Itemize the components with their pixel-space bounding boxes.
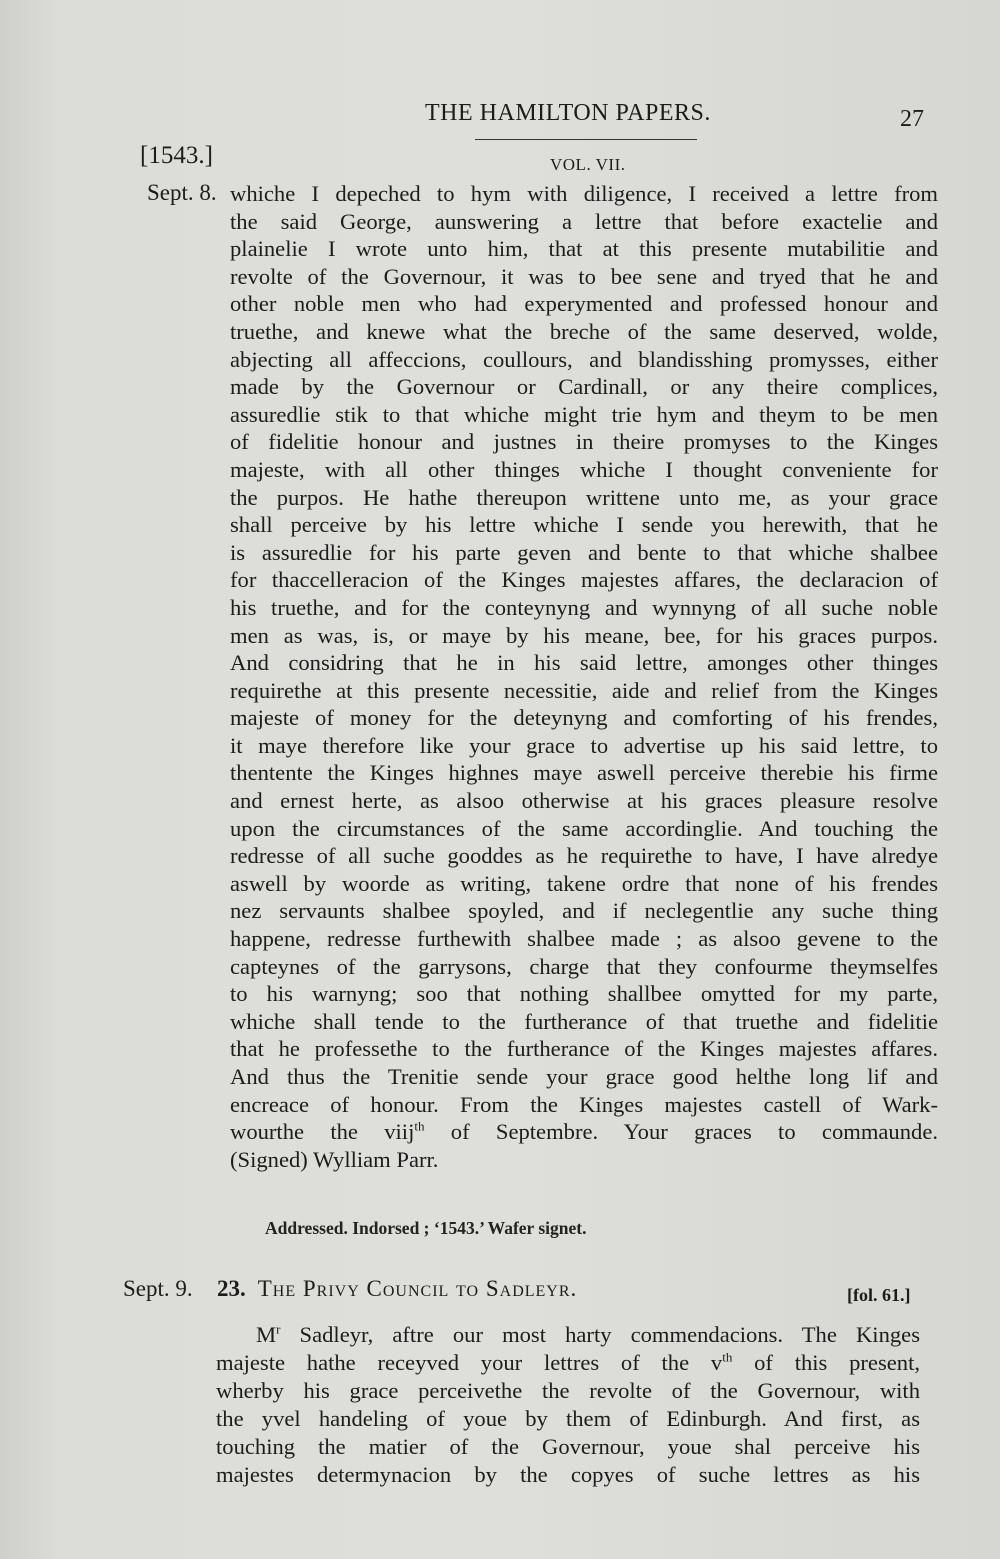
text-line: truethe, and knewe what the breche of the same deserved, wolde,: [230, 318, 938, 344]
text-line: the purpos. He hathe thereupon writtene unto me, as your grace: [230, 484, 938, 510]
closing-text: of Septembre. Your graces to commaunde.: [424, 1119, 938, 1145]
text-line: encreace of honour. From the Kinges majestes castell of Wark-: [230, 1091, 938, 1117]
text-line-date: [230, 1118, 938, 1146]
text-line: majeste of money for the deteynyng and comforting of his frendes,: [230, 705, 938, 731]
text-line: the yvel handeling of youe by them of Edinburgh. And first, as: [216, 1406, 920, 1431]
text-line: and ernest herte, as alsoo otherwise at his graces pleasure resolve: [230, 788, 938, 814]
header-rule: [475, 139, 697, 140]
text-line: aswell by woorde as writing, takene ordre that none of his frendes: [230, 870, 938, 896]
text-line: [216, 1349, 920, 1377]
text-line: redresse of all suche gooddes as he requirethe to have, I have alredye: [230, 843, 938, 869]
text-line: abjecting all affeccions, coullours, and blandisshing promysses, either: [230, 346, 938, 372]
text-line: men as was, is, or maye by his meane, bee, for his graces purpos.: [230, 622, 938, 648]
letter-body-parr: [230, 180, 938, 1173]
salutation-text: Sadleyr, aftre our most harty commendacions. The Kinges: [280, 1322, 920, 1347]
signature-line: (Signed) Wylliam Parr.: [230, 1146, 439, 1172]
superscript-th: th: [722, 1349, 733, 1365]
text-line: his truethe, and for the conteynyng and wynnyng of all suche noble: [230, 594, 938, 620]
entry-heading: [217, 1276, 577, 1302]
date-text: wourthe the viij: [230, 1119, 415, 1145]
line-text: majeste hathe receyved your lettres of the v: [216, 1350, 723, 1375]
text-line: And thus the Trenitie sende your grace good helthe long lif and: [230, 1064, 938, 1089]
line-text: of this present,: [732, 1350, 920, 1375]
text-line: the said George, aunswering a lettre that before exactelie and: [230, 208, 938, 234]
text-line: capteynes of the garrysons, charge that they confourme theymselfes: [230, 953, 938, 979]
margin-date-sept-8: Sept. 8.: [147, 180, 217, 205]
text-line: revolte of the Governour, it was to bee sene and tryed that he and: [230, 263, 938, 289]
salutation-m: M: [256, 1322, 277, 1347]
text-line: nez servaunts shalbee spoyled, and if neclegentlie any suche thing: [230, 898, 938, 924]
page-number: 27: [900, 106, 924, 132]
letter-body-privy-council: [216, 1321, 920, 1489]
text-line: plainelie I wrote unto him, that at this presente mutabilitie and: [230, 236, 938, 262]
text-line: made by the Governour or Cardinall, or any theire complices,: [230, 374, 938, 400]
running-header-title: THE HAMILTON PAPERS.: [425, 100, 711, 126]
text-line: that he professethe to the furtherance of the Kinges majestes affares.: [230, 1036, 938, 1062]
text-line: other noble men who had experymented and professed honour and: [230, 291, 938, 317]
entry-number: 23.: [217, 1276, 246, 1301]
text-line: touching the matier of the Governour, youe shal perceive his: [216, 1434, 920, 1459]
text-line: majestes determynacion by the copyes of suche lettres as his: [216, 1462, 920, 1487]
text-line: whiche I depeched to hym with diligence, I received a lettre from: [230, 181, 938, 206]
entry-title: The Privy Council to Sadleyr.: [257, 1276, 578, 1301]
text-line: it maye therefore like your grace to advertise up his said lettre, to: [230, 732, 938, 758]
text-line: for thaccelleracion of the Kinges majestes affares, the declaracion of: [230, 567, 938, 593]
text-line: requirethe at this presente necessitie, aide and relief from the Kinges: [230, 677, 938, 703]
text-line: assuredlie stik to that whiche might trie hym and theym to be men: [230, 401, 938, 427]
superscript-r: r: [276, 1321, 281, 1337]
volume-label: VOL. VII.: [550, 155, 626, 174]
endorsement-note: Addressed. Indorsed ; ‘1543.’ Wafer signet.: [265, 1218, 587, 1238]
text-line: thentente the Kinges highnes maye aswell perceive therebie his firme: [230, 760, 938, 786]
folio-reference: [fol. 61.]: [847, 1285, 911, 1305]
text-line: to his warnyng; soo that nothing shallbee omytted for my parte,: [230, 981, 938, 1007]
text-line: upon the circumstances of the same accordinglie. And touching the: [230, 815, 938, 841]
ordinal-suffix: th: [414, 1118, 425, 1134]
margin-date-sept-9: Sept. 9.: [123, 1276, 193, 1301]
text-line: shall perceive by his lettre whiche I sende you herewith, that he: [230, 512, 938, 538]
text-line: [216, 1321, 920, 1349]
text-line: majeste, with all other thinges whiche I thought conveniente for: [230, 456, 938, 482]
text-line: happene, redresse furthewith shalbee made ; as alsoo gevene to the: [230, 926, 938, 952]
text-line: wherby his grace perceivethe the revolte of the Governour, with: [216, 1378, 920, 1403]
text-line: is assuredlie for his parte geven and bente to that whiche shalbee: [230, 539, 938, 565]
year-marker: [1543.]: [140, 142, 213, 169]
text-line: whiche shall tende to the furtherance of that truethe and fidelitie: [230, 1008, 938, 1034]
text-line: of fidelitie honour and justnes in theire promyses to the Kinges: [230, 429, 938, 455]
text-line: And considring that he in his said lettre, amonges other thinges: [230, 650, 938, 676]
